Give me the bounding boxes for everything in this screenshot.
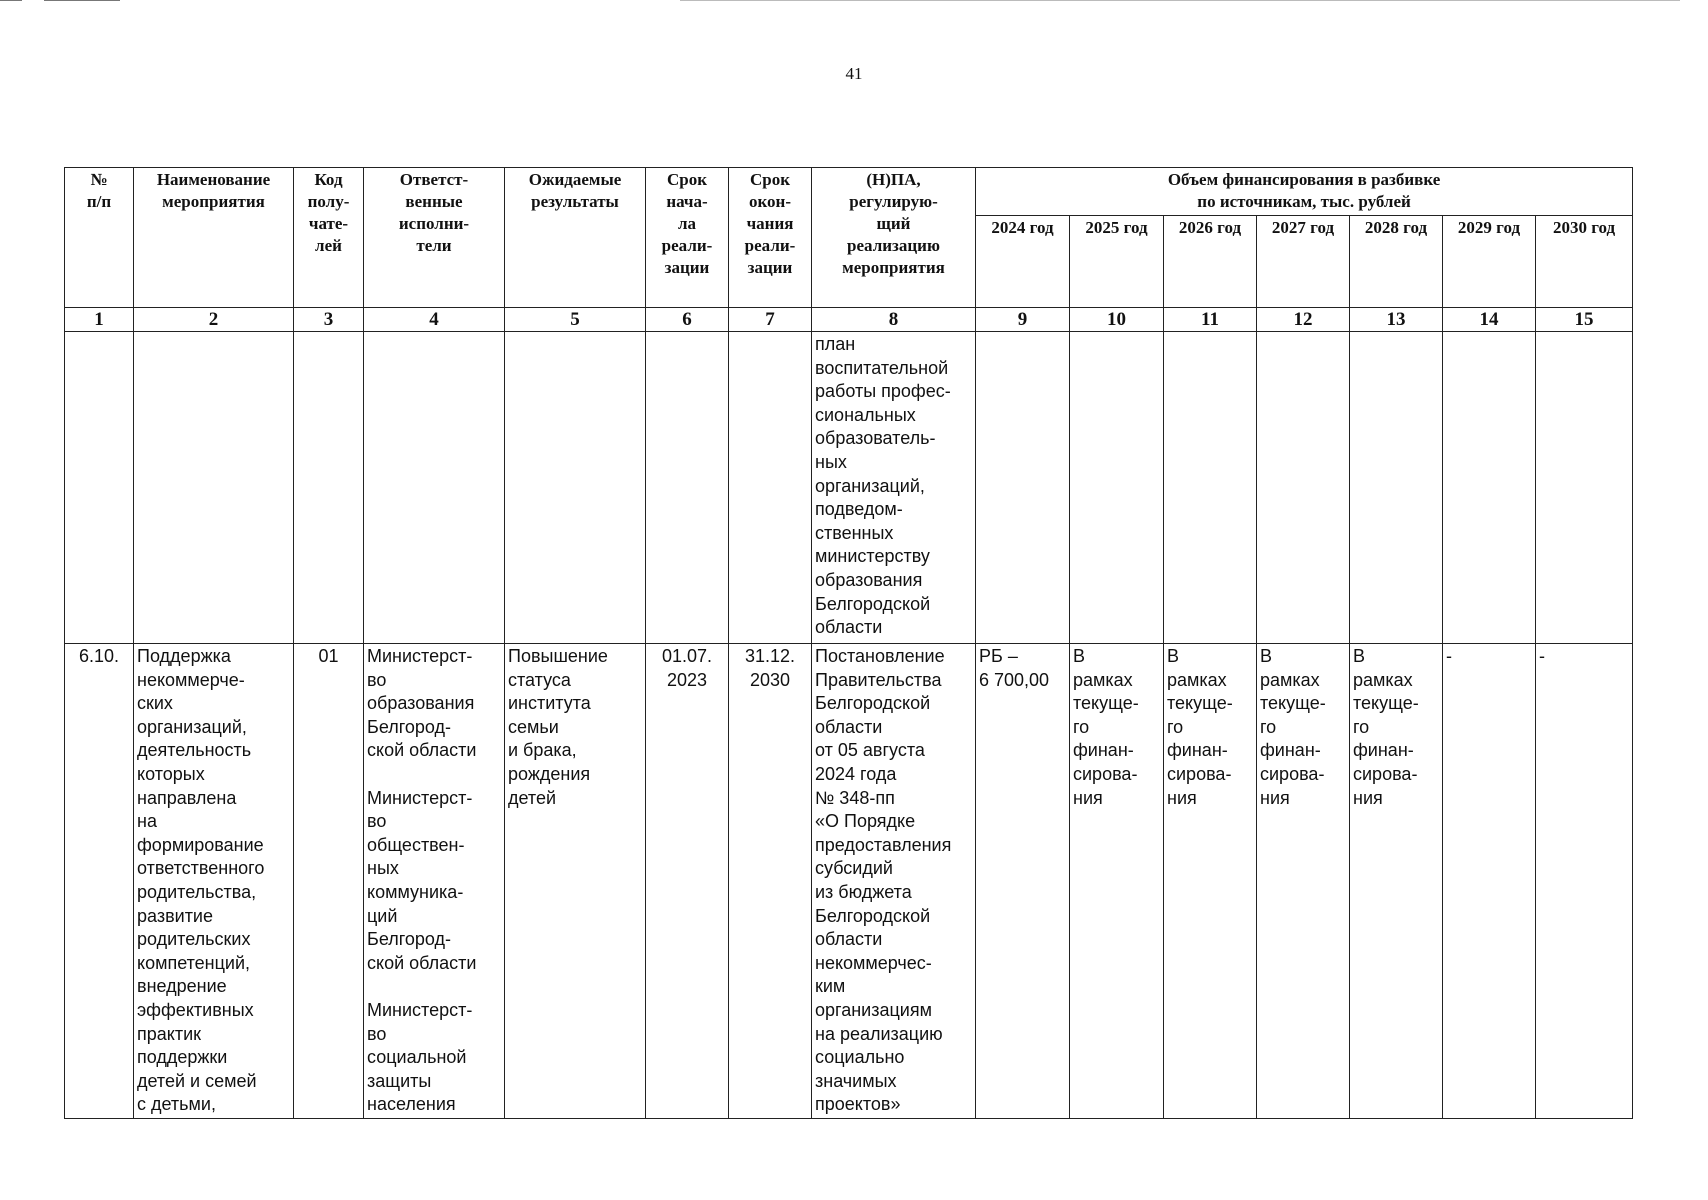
scan-mark-right [680,0,1680,1]
header-responsible: Ответст- венные исполни- тели [364,168,505,308]
continuation-row [65,332,1633,644]
col-number: 15 [1536,308,1633,332]
header-year-2029: 2029 год [1443,216,1536,308]
financing-2030: - [1536,644,1633,1119]
table-cell [1070,332,1164,644]
financing-table [64,167,1633,1119]
header-financing-group: Объем финансирования в разбивке по источникам, тыс. рублей [976,168,1633,216]
header-code: Код полу- чате- лей [294,168,364,308]
table-cell [1536,332,1633,644]
col-number: 9 [976,308,1070,332]
table-cell [134,332,294,644]
col-number: 10 [1070,308,1164,332]
col-number: 2 [134,308,294,332]
col-number: 1 [65,308,134,332]
financing-2024: РБ – 6 700,00 [976,644,1070,1119]
continuation-npa: план воспитательной работы профес- сиональных образователь- ных организаций, подведом- ственных министерству образования Белгородской области [812,332,976,644]
financing-2029: - [1443,644,1536,1119]
table-cell [729,332,812,644]
table-cell [976,332,1070,644]
col-number: 7 [729,308,812,332]
regulatory-act: Постановление Правительства Белгородской области от 05 августа 2024 года № 348-пп «О Порядке предоставления субсидий из бюджета Белгородской области некоммерчес- ким организациям на реализацию социально значимых проектов» [812,644,976,1119]
recipient-code: 01 [294,644,364,1119]
financing-2025: В рамках текуще- го финан- сирова- ния [1070,644,1164,1119]
col-number: 3 [294,308,364,332]
table-cell [505,332,646,644]
col-number: 14 [1443,308,1536,332]
table-row-6-10 [65,644,1633,1119]
financing-2028: В рамках текуще- го финан- сирова- ния [1350,644,1443,1119]
table-cell [294,332,364,644]
end-date: 31.12. 2030 [729,644,812,1119]
start-date: 01.07. 2023 [646,644,729,1119]
table-cell [1164,332,1257,644]
financing-2027: В рамках текуще- го финан- сирова- ния [1257,644,1350,1119]
financing-2026: В рамках текуще- го финан- сирова- ния [1164,644,1257,1119]
col-number: 12 [1257,308,1350,332]
header-npa: (Н)ПА, регулирую- щий реализацию мероприятия [812,168,976,308]
header-start: Срок нача- ла реали- зации [646,168,729,308]
page-number: 41 [845,64,863,83]
col-number: 5 [505,308,646,332]
header-year-2025: 2025 год [1070,216,1164,308]
scan-mark-left [0,0,22,1]
table-cell [1443,332,1536,644]
scan-mark-left-2 [44,0,120,1]
expected-results: Повышение статуса института семьи и брака, рождения детей [505,644,646,1119]
header-results: Ожидаемые результаты [505,168,646,308]
table-cell [646,332,729,644]
header-num: № п/п [65,168,134,308]
table-cell [364,332,505,644]
col-number: 13 [1350,308,1443,332]
col-number: 6 [646,308,729,332]
header-year-2030: 2030 год [1536,216,1633,308]
header-end: Срок окон- чания реали- зации [729,168,812,308]
header-name: Наименование мероприятия [134,168,294,308]
row-number: 6.10. [65,644,134,1119]
header-year-2027: 2027 год [1257,216,1350,308]
header-year-2028: 2028 год [1350,216,1443,308]
col-number: 8 [812,308,976,332]
activity-name: Поддержка некоммерче- ских организаций, деятельность которых направлена на формирование ответственного родительства, развитие родительских компетенций, внедрение эффективных практик поддержки детей и семей с детьми, [134,644,294,1119]
col-number: 11 [1164,308,1257,332]
header-year-2026: 2026 год [1164,216,1257,308]
header-row-1 [65,168,1633,216]
header-year-2024: 2024 год [976,216,1070,308]
col-number: 4 [364,308,505,332]
table-cell [1350,332,1443,644]
column-number-row [65,308,1633,332]
table-cell [1257,332,1350,644]
table-cell [65,332,134,644]
responsible-executors: Министерст- во образования Белгород- ской области Министерст- во обществен- ных коммуника- ций Белгород- ской области Министерст- во социальной защиты населения [364,644,505,1119]
